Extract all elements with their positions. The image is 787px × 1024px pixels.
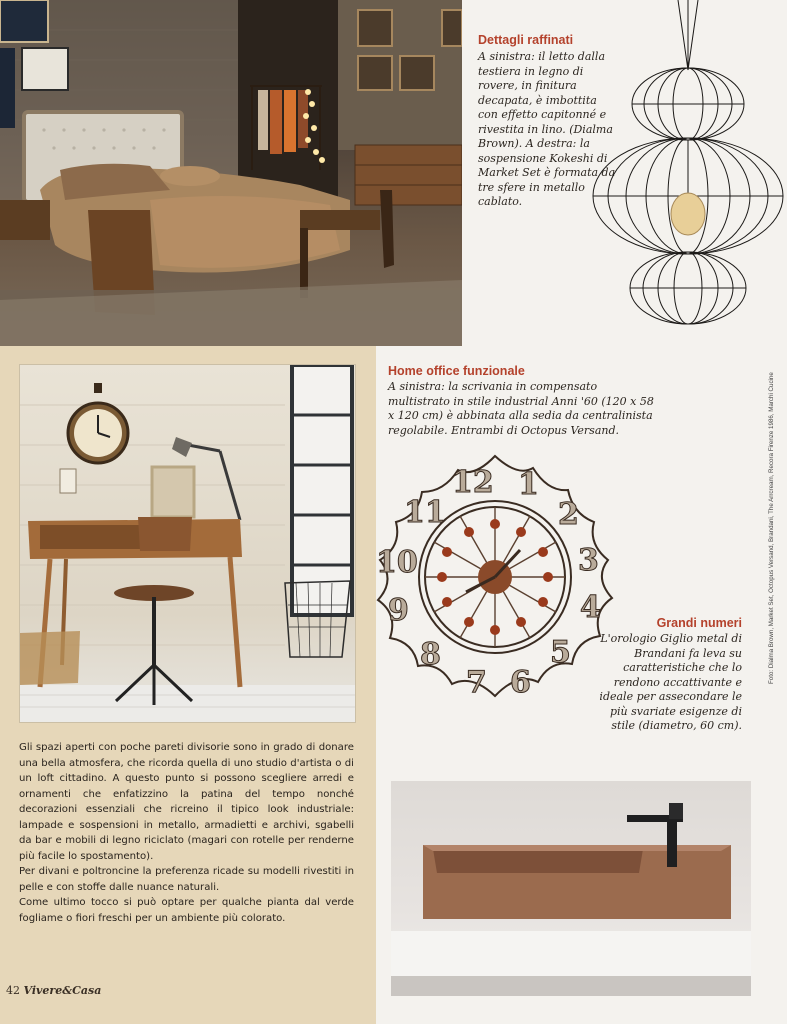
article-paragraph-3: Come ultimo tocco si può optare per qualche pianta dal verde fogliame o fiori freschi per un ambiente più colorato. — [19, 897, 354, 924]
kokeshi-pendant-lamp — [590, 0, 787, 332]
dettagli-raffinati-caption: A sinistra: il letto dalla testiera in legno di rovere, in finitura decapata, è imbottita con effetto capitonné e rivestita in lino. (Dialma Brown). A destra: la sospensione Kokeshi di Market Set è formata da tre sfere in metallo cablato. — [478, 50, 616, 208]
clock-drawing — [368, 452, 623, 707]
magazine-name: Vivere&Casa — [23, 984, 102, 997]
clock-numeral-12: 12 — [452, 465, 494, 500]
photo-credits: Foto: Dialma Brown, Market Set, Octopus Versand, Brandani, The Arrcream, Recora Firenze 1986, Marchi Cucine — [768, 372, 775, 684]
home-office-illustration — [20, 365, 355, 722]
clock-numeral-7: 7 — [466, 665, 487, 700]
bedroom-photo — [0, 0, 462, 346]
dettagli-raffinati-title: Dettagli raffinati — [478, 33, 574, 47]
grandi-numeri-caption: L'orologio Giglio metal di Brandani fa leva su caratteristiche che lo rendono accattivante e ideale per assecondare le più svariate esigenze di stile (diametro, 60 cm). — [599, 632, 742, 732]
article-paragraph-2: Per divani e poltroncine la preferenza ricade su modelli rivestiti in pelle e con stoffe dalle nuance naturali. — [19, 866, 354, 893]
page-footer — [6, 984, 101, 997]
clock-numeral-11: 11 — [404, 495, 446, 530]
clock-numeral-6: 6 — [510, 665, 531, 700]
grandi-numeri-title: Grandi numeri — [656, 616, 742, 630]
giglio-metal-clock — [368, 452, 623, 707]
sink-photo — [391, 781, 751, 996]
clock-numeral-2: 2 — [558, 497, 579, 532]
sink-illustration — [391, 781, 751, 996]
clock-numeral-9: 9 — [388, 593, 409, 628]
clock-numeral-8: 8 — [420, 637, 441, 672]
main-article-text — [19, 740, 354, 926]
clock-numeral-10: 10 — [376, 545, 418, 580]
bedroom-illustration — [0, 0, 462, 346]
clock-numeral-1: 1 — [518, 467, 539, 502]
clock-numeral-5: 5 — [550, 635, 571, 670]
article-paragraph-1: Gli spazi aperti con poche pareti divisorie sono in grado di donare una bella atmosfera, che ricorda quella di uno studio d'artista o di un loft cittadino. A questo punto si possono scegliere arredi e ornamenti che enfatizzino la patina del tempo nonché decorazioni essenziali che ricreino il tipico look industriale: lampade e sospensioni in metallo, armadietti e archivi, sgabelli da bar e mobili di legno riciclato (magari con rotelle per renderne più facile lo spostamento). — [19, 742, 354, 862]
home-office-photo — [19, 364, 356, 723]
clock-numeral-4: 4 — [580, 590, 601, 625]
home-office-caption: A sinistra: la scrivania in compensato multistrato in stile industrial Anni '60 (120 x 58 x 120 cm) è abbinata alla sedia da centralinista regolabile. Entrambi di Octopus Versand. — [388, 380, 654, 437]
clock-numeral-3: 3 — [578, 543, 599, 578]
home-office-title: Home office funzionale — [388, 364, 525, 378]
page-number: 42 — [6, 984, 20, 997]
